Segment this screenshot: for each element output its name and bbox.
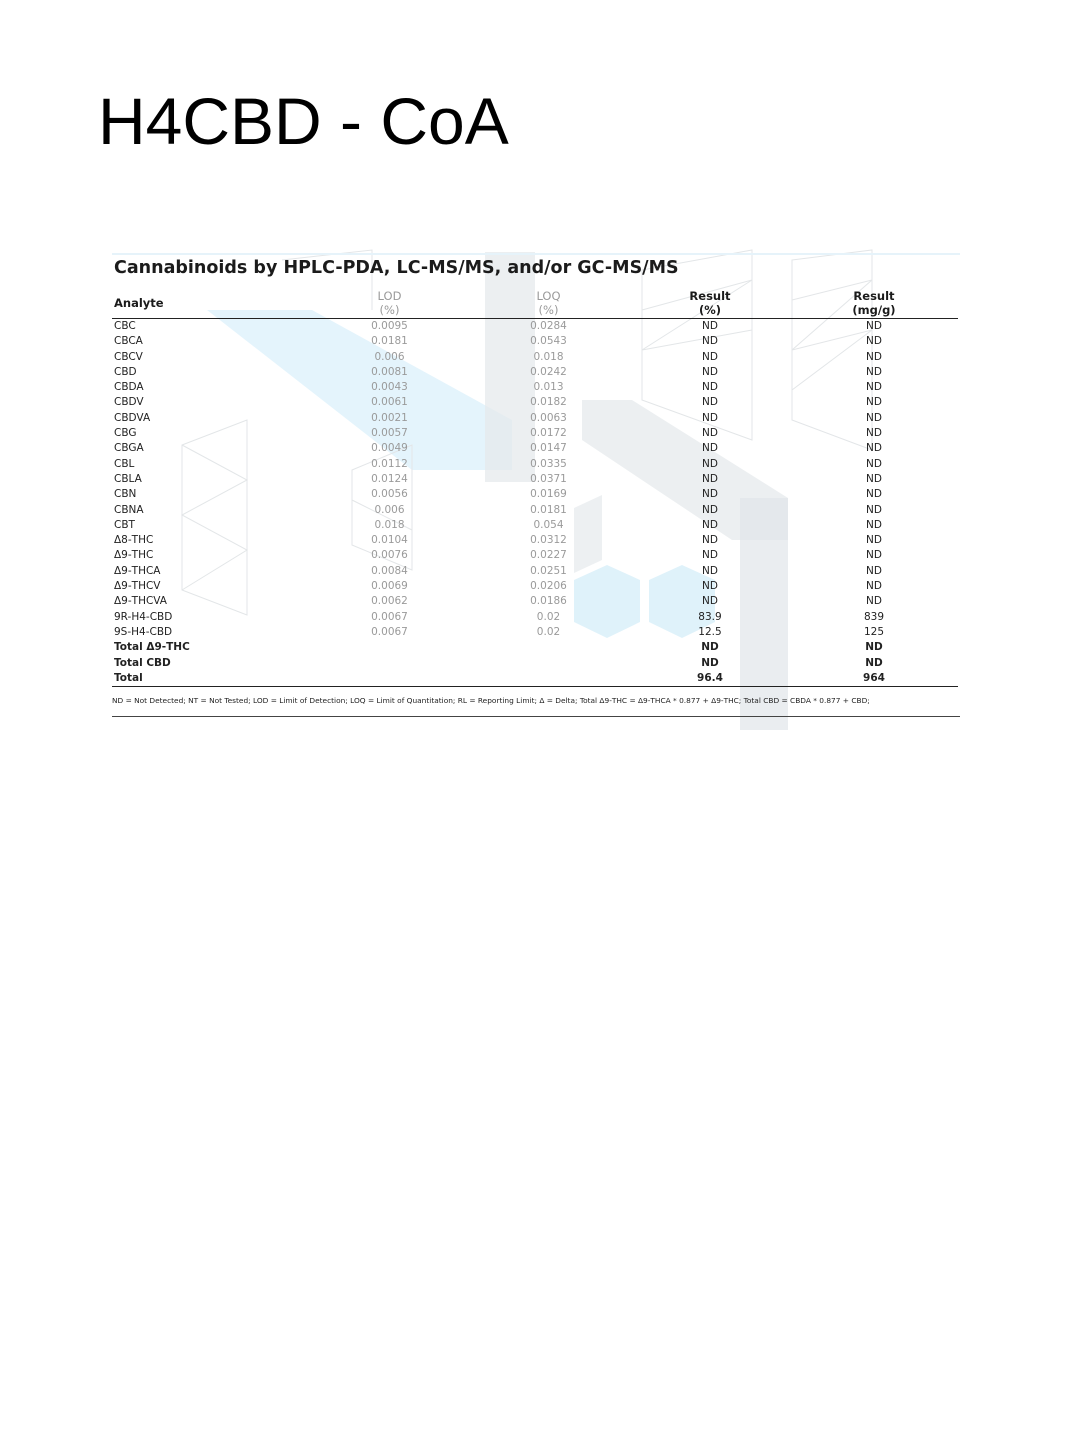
result-percent-cell: ND — [702, 427, 718, 440]
lod-cell: 0.006 — [374, 350, 405, 363]
lod-cell: 0.0104 — [371, 534, 408, 547]
report-heading: Cannabinoids by HPLC-PDA, LC-MS/MS, and/or GC-MS/MS — [114, 258, 679, 278]
result-percent-cell: ND — [702, 580, 718, 593]
result-percent-cell: 12.5 — [698, 625, 722, 638]
loq-cell: 0.0063 — [530, 411, 567, 424]
total-row — [112, 656, 958, 671]
loq-cell: 0.0335 — [530, 457, 567, 470]
footnote: ND = Not Detected; NT = Not Tested; LOD = Limit of Detection; LOQ = Limit of Quantitation; RL = Reporting Limit; Δ = Delta; Total Δ9-THC = Δ9-THCA * 0.877 + Δ9-THC; Total CBD = CBDA * 0.877 + CBD; — [112, 696, 870, 705]
analyte-cell: Δ8-THC — [114, 534, 154, 547]
analyte-cell: CBG — [114, 427, 137, 440]
analyte-cell: CBCV — [114, 350, 143, 363]
column-header-label: Result — [689, 289, 731, 303]
loq-cell: 0.0284 — [530, 320, 567, 332]
column-header-label: Analyte — [114, 296, 164, 310]
result-mgg-cell: ND — [866, 534, 882, 547]
analyte-cell: CBD — [114, 365, 137, 378]
result-mgg-cell: ND — [866, 365, 882, 378]
table-row — [112, 548, 958, 563]
table-row — [112, 610, 958, 625]
loq-cell: 0.0227 — [530, 549, 567, 562]
column-header-unit: (mg/g) — [852, 303, 896, 317]
analyte-cell: CBLA — [114, 472, 142, 485]
lod-cell: 0.0095 — [371, 320, 408, 332]
result-percent-cell: ND — [702, 549, 718, 562]
result-mgg-cell: ND — [866, 518, 882, 531]
column-header-unit: (%) — [698, 303, 722, 317]
result-percent-cell: ND — [702, 350, 718, 363]
result-percent-cell: ND — [701, 641, 719, 654]
result-mgg-cell: ND — [866, 411, 882, 424]
loq-cell: 0.054 — [533, 518, 564, 531]
result-mgg-cell: ND — [866, 564, 882, 577]
result-percent-cell: ND — [702, 564, 718, 577]
column-header-unit: (%) — [538, 303, 559, 317]
result-percent-cell: ND — [702, 503, 718, 516]
lod-cell: 0.0069 — [371, 580, 408, 593]
total-row — [112, 671, 958, 687]
analyte-cell: CBNA — [114, 503, 144, 516]
table-row — [112, 457, 958, 472]
result-percent-cell: ND — [702, 595, 718, 608]
result-percent-cell: ND — [702, 457, 718, 470]
loq-cell: 0.0251 — [530, 564, 567, 577]
lod-cell: 0.0181 — [371, 335, 408, 348]
footnote-rule — [112, 716, 960, 717]
lod-cell: 0.0043 — [371, 381, 408, 394]
result-mgg-cell: 125 — [863, 625, 885, 638]
total-row — [112, 640, 958, 655]
lod-cell: 0.0021 — [371, 411, 408, 424]
table-header-row — [112, 289, 958, 319]
loq-cell — [467, 671, 630, 687]
coa-report-image — [112, 240, 960, 740]
result-mgg-cell: ND — [866, 381, 882, 394]
loq-cell: 0.02 — [536, 610, 561, 623]
result-percent-cell: ND — [702, 518, 718, 531]
result-mgg-cell: ND — [866, 442, 882, 455]
lod-cell — [312, 640, 467, 655]
analyte-cell: CBGA — [114, 442, 144, 455]
analyte-cell: CBT — [114, 518, 135, 531]
page-title: H4CBD - CoA — [98, 84, 509, 158]
loq-cell — [467, 656, 630, 671]
result-mgg-cell: 839 — [863, 610, 885, 623]
result-mgg-cell: ND — [865, 656, 883, 669]
lod-cell: 0.0056 — [371, 488, 408, 501]
lod-cell: 0.0057 — [371, 427, 408, 440]
lod-cell: 0.0049 — [371, 442, 408, 455]
lod-cell: 0.0061 — [371, 396, 408, 409]
result-percent-cell: ND — [702, 472, 718, 485]
analyte-cell: Δ9-THCV — [114, 580, 161, 593]
table-row — [112, 503, 958, 518]
result-percent-cell: ND — [702, 534, 718, 547]
result-mgg-cell: ND — [866, 503, 882, 516]
analyte-cell: CBCA — [114, 335, 143, 348]
analyte-cell: Δ9-THC — [114, 549, 154, 562]
loq-cell: 0.0543 — [530, 335, 567, 348]
result-mgg-cell: ND — [866, 335, 882, 348]
loq-cell: 0.018 — [533, 350, 564, 363]
table-row — [112, 319, 958, 335]
table-row — [112, 518, 958, 533]
result-mgg-cell: ND — [866, 472, 882, 485]
result-percent-cell: ND — [702, 381, 718, 394]
loq-cell — [467, 640, 630, 655]
analyte-cell: 9S-H4-CBD — [114, 625, 173, 638]
result-percent-cell: ND — [702, 320, 718, 332]
analyte-cell: CBL — [114, 457, 135, 470]
analyte-cell: Δ9-THCVA — [114, 595, 167, 608]
lod-cell — [312, 656, 467, 671]
analyte-cell: Total CBD — [114, 656, 171, 669]
result-mgg-cell: ND — [866, 350, 882, 363]
result-percent-cell: ND — [702, 488, 718, 501]
analyte-cell: CBDA — [114, 381, 144, 394]
result-mgg-cell: ND — [866, 595, 882, 608]
lod-cell — [312, 671, 467, 687]
result-mgg-cell: ND — [865, 641, 883, 654]
column-header-unit: (%) — [379, 303, 400, 317]
loq-cell: 0.0186 — [530, 595, 567, 608]
loq-cell: 0.0371 — [530, 472, 567, 485]
lod-cell: 0.0062 — [371, 595, 408, 608]
loq-cell: 0.0182 — [530, 396, 567, 409]
result-percent-cell: ND — [702, 335, 718, 348]
lod-cell: 0.0084 — [371, 564, 408, 577]
table-row — [112, 564, 958, 579]
result-mgg-cell: ND — [866, 488, 882, 501]
lod-cell: 0.006 — [374, 503, 405, 516]
table-row — [112, 594, 958, 609]
column-header — [112, 289, 312, 319]
lod-cell: 0.0081 — [371, 365, 408, 378]
table-row — [112, 411, 958, 426]
analyte-cell: CBN — [114, 488, 137, 501]
cannabinoid-results-table — [112, 289, 958, 687]
result-percent-cell: ND — [702, 365, 718, 378]
table-row — [112, 395, 958, 410]
result-mgg-cell: ND — [866, 320, 882, 332]
result-percent-cell: 96.4 — [630, 671, 790, 687]
column-header — [312, 289, 467, 319]
result-percent-cell: ND — [701, 656, 719, 669]
column-header — [790, 289, 958, 319]
loq-cell: 0.0172 — [530, 427, 567, 440]
column-header — [630, 289, 790, 319]
table-row — [112, 625, 958, 640]
result-percent-cell: 83.9 — [698, 610, 722, 623]
loq-cell: 0.0312 — [530, 534, 567, 547]
table-row — [112, 579, 958, 594]
result-percent-cell: ND — [702, 411, 718, 424]
analyte-cell: CBDVA — [114, 411, 151, 424]
analyte-cell: Δ9-THCA — [114, 564, 161, 577]
loq-cell: 0.0181 — [530, 503, 567, 516]
table-row — [112, 350, 958, 365]
loq-cell: 0.0242 — [530, 365, 567, 378]
analyte-cell: 9R-H4-CBD — [114, 610, 173, 623]
analyte-cell: CBDV — [114, 396, 144, 409]
result-mgg-cell: ND — [866, 457, 882, 470]
column-header-label: LOQ — [536, 289, 561, 303]
result-percent-cell: ND — [702, 396, 718, 409]
result-mgg-cell: ND — [866, 396, 882, 409]
analyte-cell: Total — [112, 671, 312, 687]
table-row — [112, 334, 958, 349]
table-row — [112, 380, 958, 395]
column-header-label: LOD — [377, 289, 402, 303]
analyte-cell: Total Δ9-THC — [114, 641, 190, 654]
result-mgg-cell: ND — [866, 549, 882, 562]
table-row — [112, 441, 958, 456]
loq-cell: 0.0147 — [530, 442, 567, 455]
result-percent-cell: ND — [702, 442, 718, 455]
column-header-label: Result — [853, 289, 895, 303]
lod-cell: 0.018 — [374, 518, 405, 531]
loq-cell: 0.013 — [533, 381, 564, 394]
loq-cell: 0.0206 — [530, 580, 567, 593]
loq-cell: 0.0169 — [530, 488, 567, 501]
result-mgg-cell: ND — [866, 580, 882, 593]
column-header — [467, 289, 630, 319]
table-row — [112, 472, 958, 487]
result-mgg-cell: ND — [866, 427, 882, 440]
table-row — [112, 365, 958, 380]
lod-cell: 0.0112 — [371, 457, 408, 470]
lod-cell: 0.0124 — [371, 472, 408, 485]
table-row — [112, 487, 958, 502]
lod-cell: 0.0076 — [371, 549, 408, 562]
lod-cell: 0.0067 — [371, 625, 408, 638]
table-row — [112, 426, 958, 441]
lod-cell: 0.0067 — [371, 610, 408, 623]
result-mgg-cell: 964 — [790, 671, 958, 687]
loq-cell: 0.02 — [536, 625, 561, 638]
analyte-cell: CBC — [114, 320, 136, 332]
table-row — [112, 533, 958, 548]
